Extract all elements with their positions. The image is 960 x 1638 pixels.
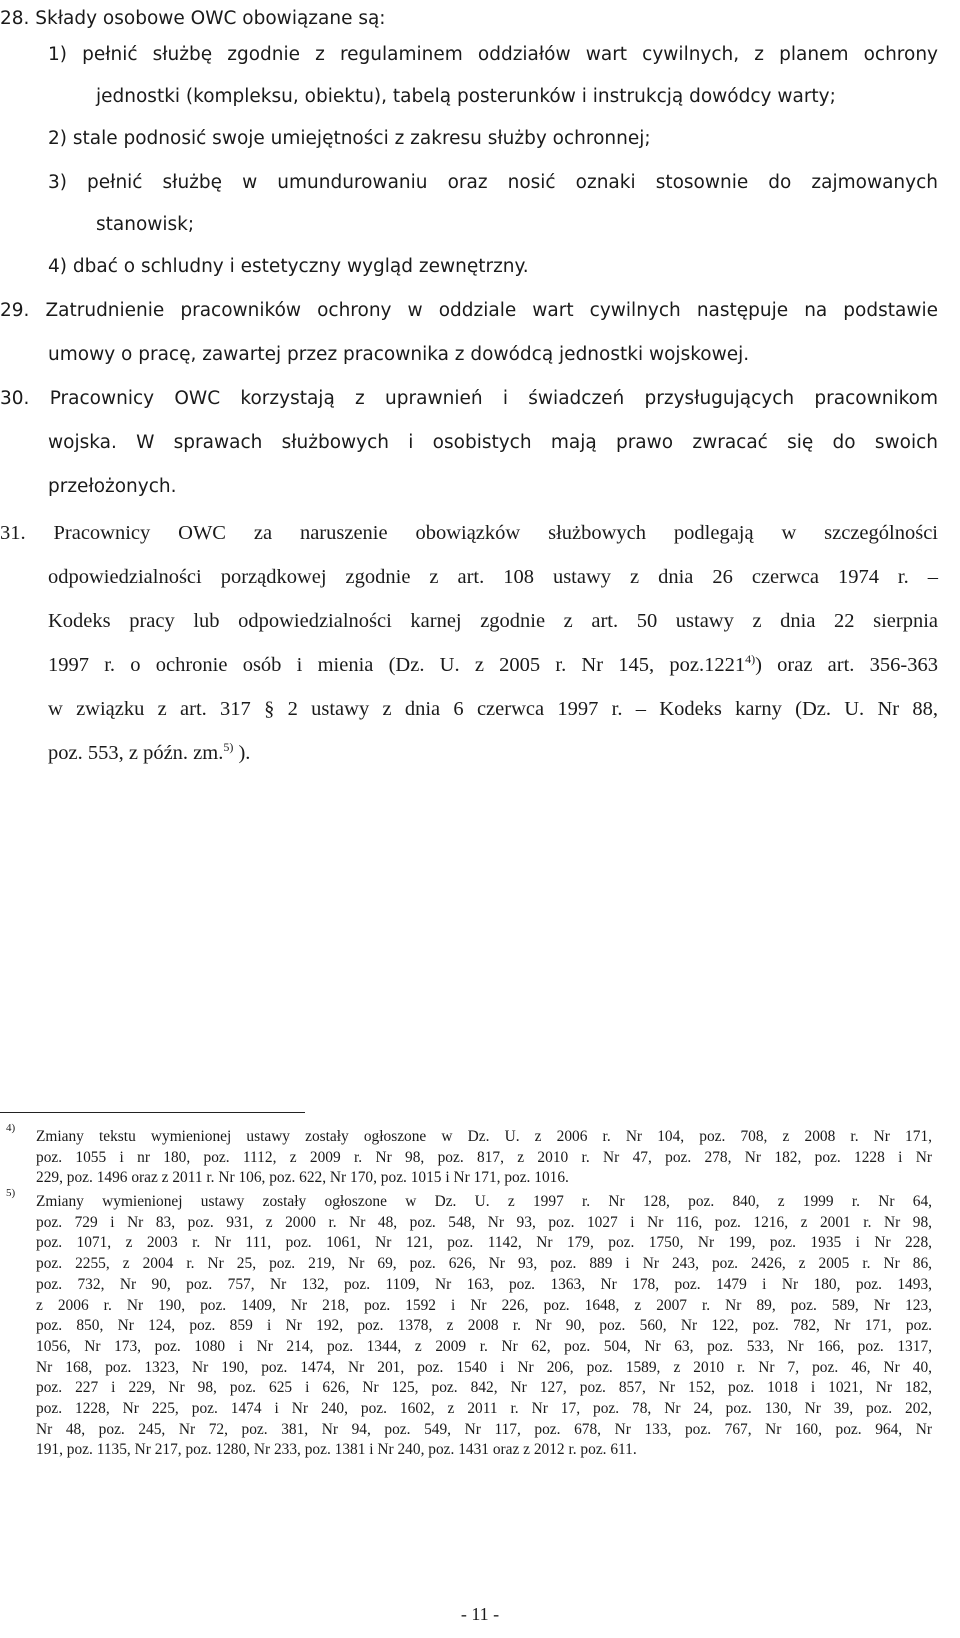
item-28-sub1-line2 — [96, 76, 938, 118]
footnote-line: poz. 2255, z 2004 r. Nr 25, poz. 219, Nr 69, poz. 626, Nr 93, poz. 889 i Nr 243, poz. 2426, z 2005 r. Nr 86, — [36, 1255, 932, 1273]
item-31-line5 — [48, 688, 938, 730]
footnote-line: Nr 48, poz. 245, Nr 72, poz. 381, Nr 94, poz. 549, Nr 117, poz. 678, Nr 133, poz. 767, Nr 160, poz. 964, Nr — [36, 1420, 932, 1438]
text-segment: ) oraz art. 356-363 — [755, 654, 938, 676]
page-number: - 11 - — [460, 1604, 500, 1624]
text-segment: ). — [233, 742, 251, 764]
text-line: 3) pełnić służbę w umundurowaniu oraz nosić oznaki stosownie do zajmowanych — [48, 172, 938, 193]
footnote-line: Zmiany tekstu wymienionej ustawy zostały ogłoszone w Dz. U. z 2006 r. Nr 104, poz. 708, z 2008 r. Nr 171, — [36, 1128, 932, 1145]
footnote-line: poz. 850, Nr 124, poz. 859 i Nr 192, poz. 1378, z 2008 r. Nr 90, poz. 560, Nr 122, poz. 782, Nr 171, poz. — [36, 1317, 932, 1335]
text-segment: 1997 r. o ochronie osób i mienia (Dz. U. z 2005 r. Nr 145, poz.1221 — [48, 654, 746, 676]
item-31-line4 — [48, 644, 938, 686]
item-31-line2 — [48, 556, 938, 598]
item-28-heading-text: 28. Składy osobowe OWC obowiązane są: — [0, 8, 386, 29]
item-31-line6 — [48, 732, 938, 774]
footnote-line: 1056, Nr 173, poz. 1080 i Nr 214, poz. 1344, z 2009 r. Nr 62, poz. 504, Nr 63, poz. 533, Nr 166, poz. 1317, — [36, 1337, 932, 1355]
text-line: 31. Pracownicy OWC za naruszenie obowiązków służbowych podlegają w szczególności — [0, 522, 938, 544]
text-line: 4) dbać o schludny i estetyczny wygląd zewnętrzny. — [48, 256, 529, 277]
item-29-line2 — [48, 334, 938, 376]
footnote-4-mark: 4) — [6, 1122, 16, 1134]
text-line: 2) stale podnosić swoje umiejętności z zakresu służby ochronnej; — [48, 128, 651, 149]
text-line: jednostki (kompleksu, obiektu), tabelą posterunków i instrukcją dowódcy warty; — [96, 86, 836, 107]
footnote-line: poz. 1228, Nr 225, poz. 1474 i Nr 240, poz. 1602, z 2011 r. Nr 17, poz. 78, Nr 24, poz. 130, Nr 39, poz. 202, — [36, 1400, 932, 1418]
item-28-sub3-line2 — [96, 204, 938, 246]
text-line: 30. Pracownicy OWC korzystają z uprawnień i świadczeń przysługujących pracownikom — [0, 388, 938, 409]
text-line: Kodeks pracy lub odpowiedzialności karnej zgodnie z art. 50 ustawy z dnia 22 sierpnia — [48, 610, 938, 632]
item-30-line3 — [48, 466, 938, 508]
item-31-line3 — [48, 600, 938, 642]
item-28-sub1-line1 — [48, 34, 938, 76]
footnote-5-mark: 5) — [6, 1187, 16, 1199]
footnote-line: poz. 1055 i nr 180, poz. 1112, z 2009 r. Nr 98, poz. 817, z 2010 r. Nr 47, poz. 278, Nr 182, poz. 1228 i Nr — [36, 1148, 932, 1166]
text-line: przełożonych. — [48, 476, 177, 497]
text-line: stanowisk; — [96, 214, 195, 235]
footnote-line: poz. 729 i Nr 83, poz. 931, z 2000 r. Nr 48, poz. 548, Nr 93, poz. 1027 i Nr 116, poz. 1216, z 2001 r. Nr 98, — [36, 1213, 932, 1231]
footnote-line: poz. 227 i 229, Nr 98, poz. 625 i 626, Nr 125, poz. 842, Nr 127, poz. 857, Nr 152, poz. 1018 i 1021, Nr 182, — [36, 1379, 932, 1397]
item-29-line1 — [0, 290, 938, 332]
footnote-5 — [36, 1192, 932, 1461]
footnote-ref-5[interactable]: 5) — [223, 740, 234, 755]
text-line: w związku z art. 317 § 2 ustawy z dnia 6 czerwca 1997 r. – Kodeks karny (Dz. U. Nr 88, — [48, 698, 938, 720]
footnote-line: poz. 732, Nr 90, poz. 757, Nr 132, poz. 1109, Nr 163, poz. 1363, Nr 178, poz. 1479 i Nr 180, poz. 1493, — [36, 1275, 932, 1293]
item-30-line1 — [0, 378, 938, 420]
text-line: 1) pełnić służbę zgodnie z regulaminem oddziałów wart cywilnych, z planem ochrony — [48, 44, 938, 65]
footnote-line: Nr 168, poz. 1323, Nr 190, poz. 1474, Nr 201, poz. 1540 i Nr 206, poz. 1589, z 2010 r. Nr 7, poz. 46, Nr 40, — [36, 1358, 932, 1376]
footnote-line: 229, poz. 1496 oraz z 2011 r. Nr 106, poz. 622, Nr 170, poz. 1015 i Nr 171, poz. 1016. — [36, 1169, 569, 1187]
text-line: odpowiedzialności porządkowej zgodnie z art. 108 ustawy z dnia 26 czerwca 1974 r. – — [48, 566, 938, 588]
text-line: 29. Zatrudnienie pracowników ochrony w oddziale wart cywilnych następuje na podstawie — [0, 300, 938, 321]
item-28-sub4 — [48, 246, 938, 288]
footnote-4 — [36, 1127, 932, 1189]
footnote-line: z 2006 r. Nr 190, poz. 1409, Nr 218, poz. 1592 i Nr 226, poz. 1648, z 2007 r. Nr 89, poz. 589, Nr 123, — [36, 1296, 932, 1314]
footnote-separator — [0, 1112, 305, 1113]
text-line: wojska. W sprawach służbowych i osobistych mają prawo zwracać się do swoich — [48, 432, 938, 453]
text-segment: poz. 553, z późn. zm. — [48, 742, 224, 764]
footnote-ref-4[interactable]: 4) — [745, 652, 756, 667]
item-28-sub3-line1 — [48, 162, 938, 204]
footnote-line: 191, poz. 1135, Nr 217, poz. 1280, Nr 233, poz. 1381 i Nr 240, poz. 1431 oraz z 2012 r. poz. 611. — [36, 1441, 637, 1459]
item-31-line1 — [0, 512, 938, 554]
footnote-line: Zmiany wymienionej ustawy zostały ogłoszone w Dz. U. z 1997 r. Nr 128, poz. 840, z 1999 r. Nr 64, — [36, 1193, 932, 1210]
text-line: umowy o pracę, zawartej przez pracownika z dowódcą jednostki wojskowej. — [48, 344, 750, 365]
item-28-sub2 — [48, 118, 938, 160]
item-30-line2 — [48, 422, 938, 464]
footnote-line: poz. 1071, z 2003 r. Nr 111, poz. 1061, Nr 121, poz. 1142, Nr 179, poz. 1750, Nr 199, poz. 1935 i Nr 228, — [36, 1234, 932, 1252]
